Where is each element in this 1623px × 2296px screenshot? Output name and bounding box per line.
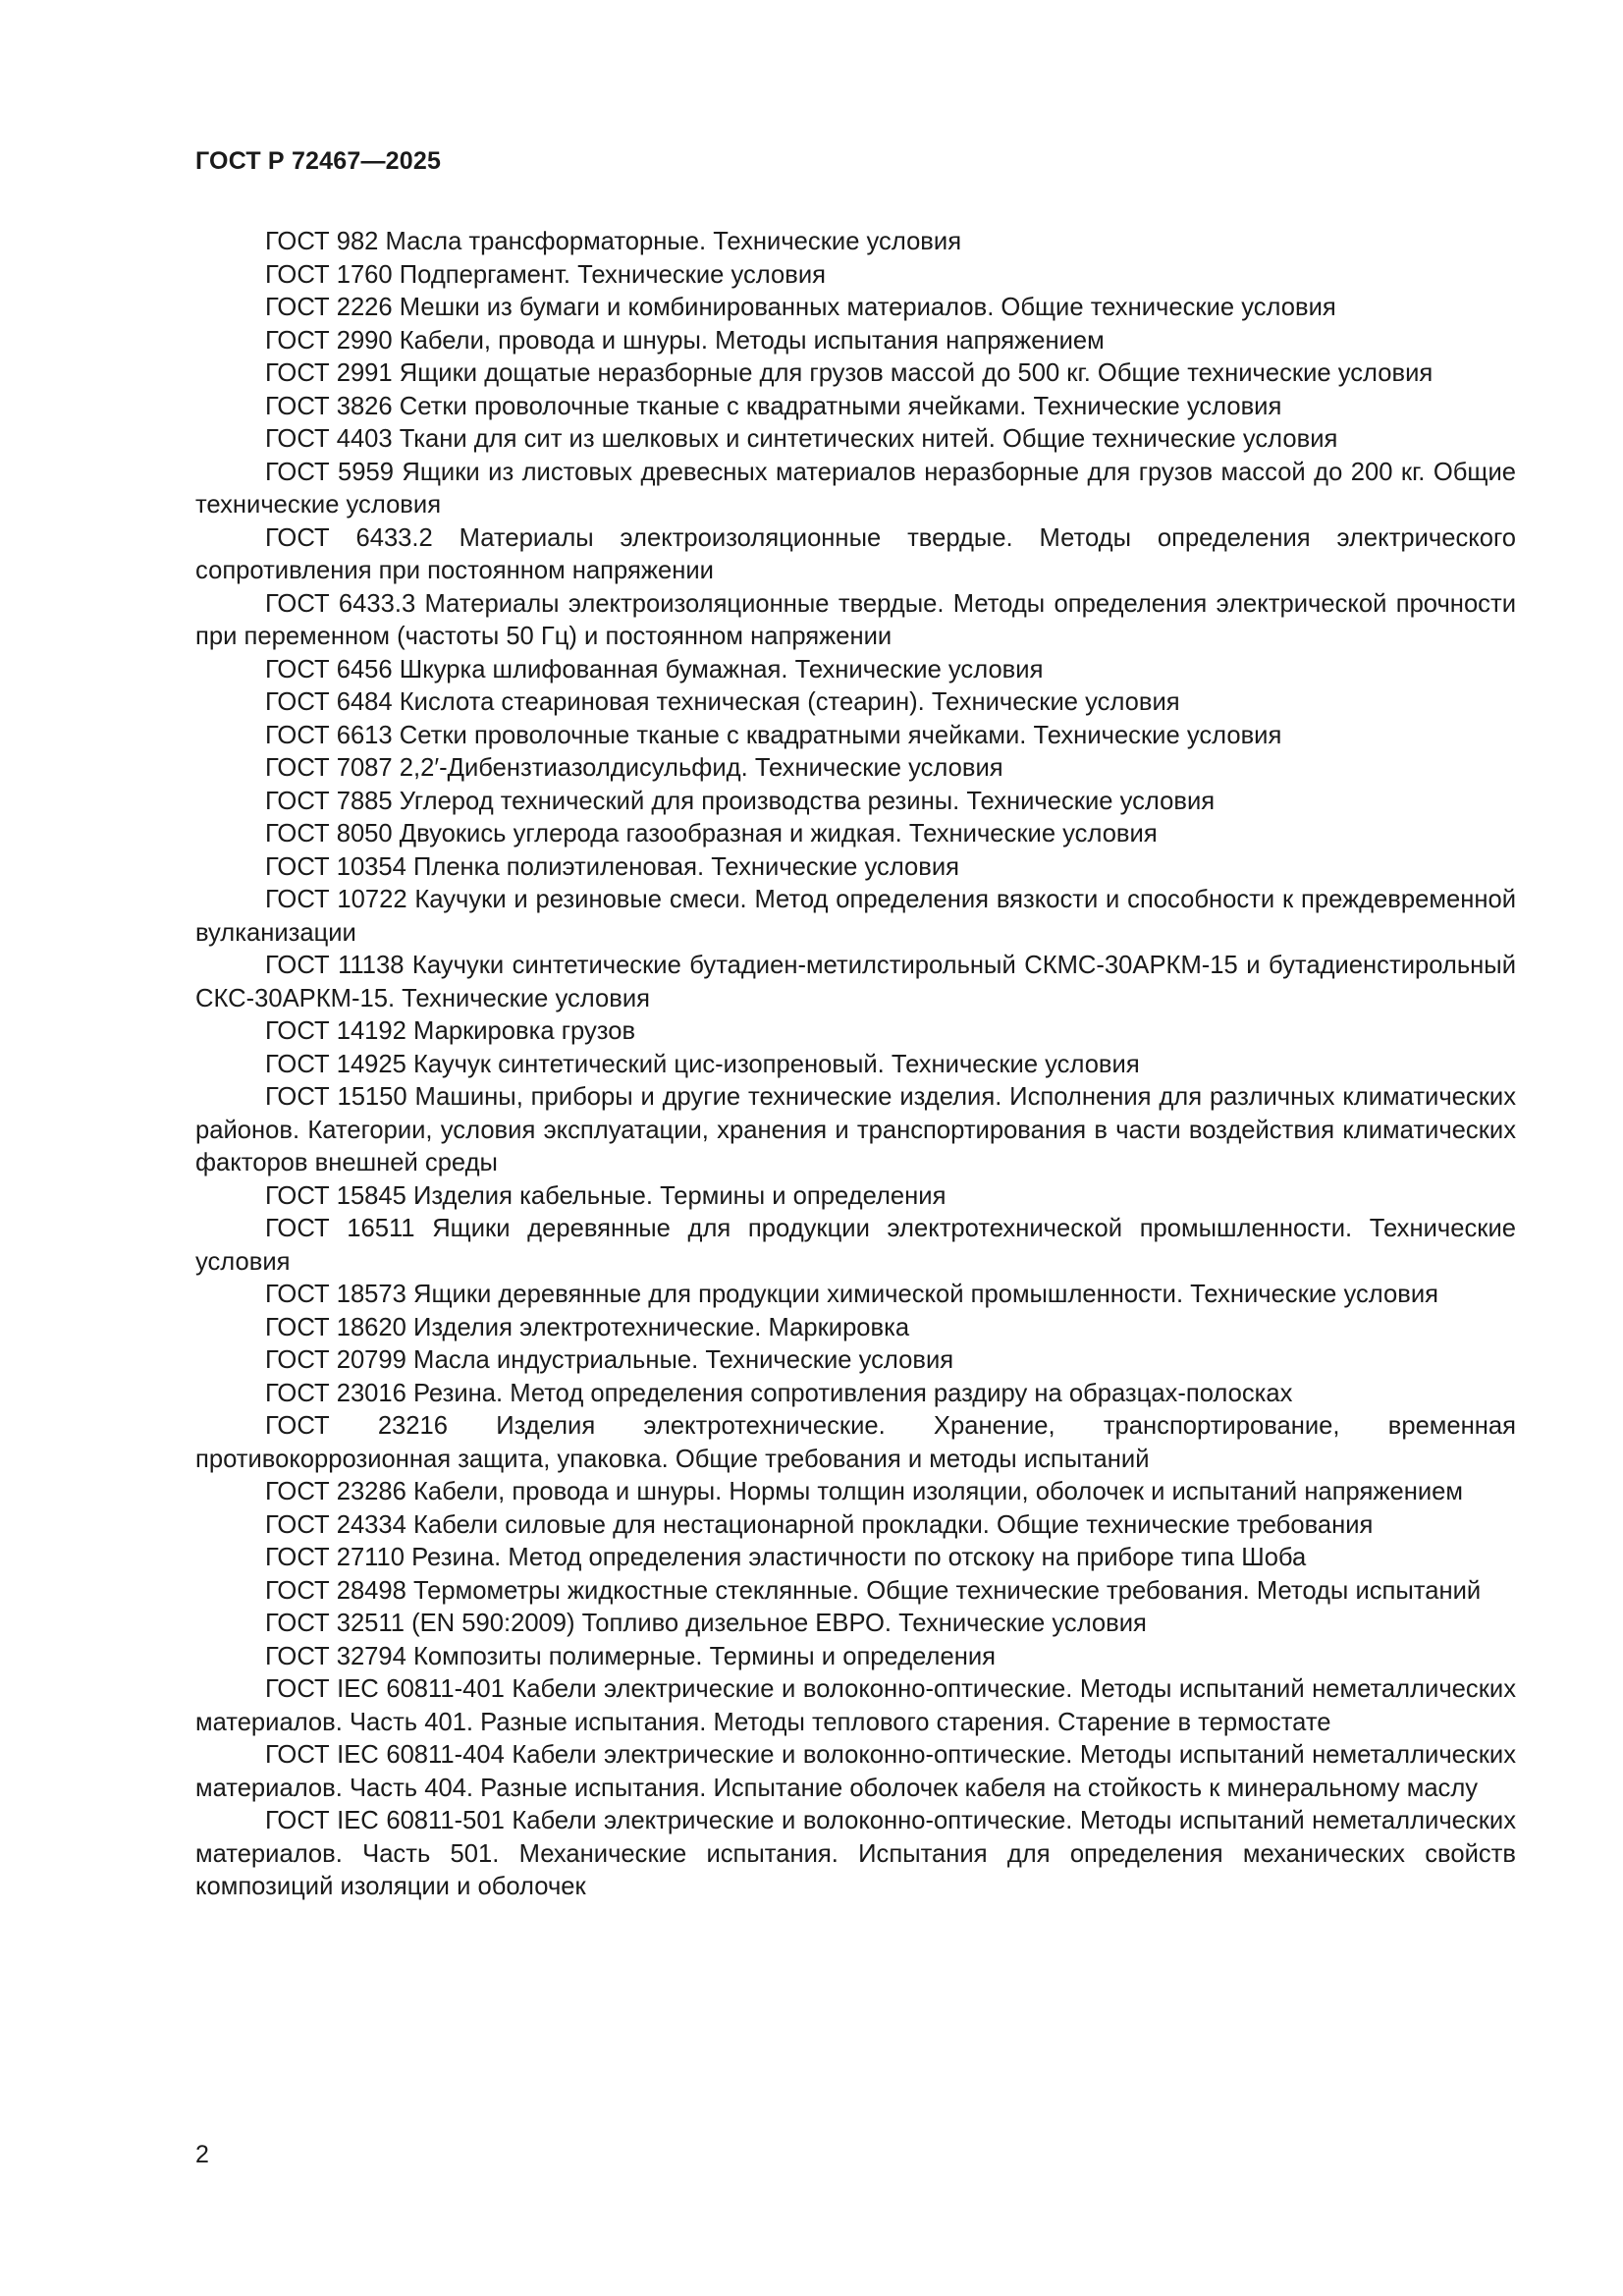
reference-entry: ГОСТ 15845 Изделия кабельные. Термины и определения <box>265 1181 947 1210</box>
reference-entry: ГОСТ 7087 2,2′-Дибензтиазолдисульфид. Технические условия <box>265 754 1003 782</box>
reference-entry: ГОСТ 5959 Ящики из листовых древесных материалов неразборные для грузов массой до 200 кг. Общие технические условия <box>195 458 1516 519</box>
reference-entry: ГОСТ 11138 Каучуки синтетические бутадиен-метилстирольный СКМС-30АРКМ-15 и бутадиенстирольный СКС-30АРКМ-15. Технические условия <box>195 952 1516 1012</box>
reference-entry: ГОСТ 7885 Углерод технический для производства резины. Технические условия <box>265 787 1216 815</box>
reference-entry: ГОСТ 982 Масла трансформаторные. Технические условия <box>265 228 962 255</box>
reference-entry: ГОСТ 6433.2 Материалы электроизоляционные твердые. Методы определения электрического сопротивления при постоянном напряжении <box>195 523 1516 584</box>
reference-entry: ГОСТ 28498 Термометры жидкостные стеклянные. Общие технические требования. Методы испытаний <box>265 1576 1482 1605</box>
reference-entry: ГОСТ 32794 Композиты полимерные. Термины и определения <box>265 1642 996 1670</box>
reference-entry: ГОСТ 23216 Изделия электротехнические. Хранение, транспортирование, временная противокоррозионная защита, упаковка. Общие требования и методы испытаний <box>195 1412 1516 1473</box>
reference-entry: ГОСТ 2226 Мешки из бумаги и комбинированных материалов. Общие технические условия <box>265 294 1336 321</box>
standard-designation: ГОСТ Р 72467—2025 <box>195 147 442 175</box>
reference-entry: ГОСТ 15150 Машины, приборы и другие технические изделия. Исполнения для различных климатических районов. Категории, условия эксплуатации, хранения и транспортирования в части воздействия климатических факторов внешней среды <box>195 1083 1516 1176</box>
reference-entry: ГОСТ 10722 Каучуки и резиновые смеси. Метод определения вязкости и способности к преждевременной вулканизации <box>195 886 1516 947</box>
reference-entry: ГОСТ 6613 Сетки проволочные тканые с квадратными ячейками. Технические условия <box>265 721 1282 749</box>
reference-entry: ГОСТ 10354 Пленка полиэтиленовая. Технические условия <box>265 852 960 881</box>
reference-entry: ГОСТ 16511 Ящики деревянные для продукции электротехнической промышленности. Технические условия <box>195 1215 1516 1276</box>
reference-entry: ГОСТ 24334 Кабели силовые для нестационарной прокладки. Общие технические требования <box>265 1510 1374 1539</box>
reference-entry: ГОСТ 20799 Масла индустриальные. Технические условия <box>265 1346 954 1374</box>
reference-entry: ГОСТ 32511 (EN 590:2009) Топливо дизельное ЕВРО. Технические условия <box>265 1610 1147 1637</box>
reference-entry: ГОСТ 3826 Сетки проволочные тканые с квадратными ячейками. Технические условия <box>265 392 1282 420</box>
reference-entry: ГОСТ 14192 Маркировка грузов <box>265 1017 636 1045</box>
reference-entry: ГОСТ 18620 Изделия электротехнические. Маркировка <box>265 1313 910 1341</box>
reference-entry: ГОСТ 4403 Ткани для сит из шелковых и синтетических нитей. Общие технические условия <box>265 425 1338 453</box>
reference-entry: ГОСТ 6484 Кислота стеариновая техническая (стеарин). Технические условия <box>265 688 1180 716</box>
reference-entry: ГОСТ IEC 60811-404 Кабели электрические и волоконно-оптические. Методы испытаний неметаллических материалов. Часть 404. Разные испытания. Испытание оболочек кабеля на стойкость к минеральному маслу <box>195 1741 1516 1802</box>
normative-references-list <box>195 226 1516 1904</box>
reference-entry: ГОСТ 18573 Ящики деревянные для продукции химической промышленности. Технические условия <box>265 1281 1438 1308</box>
reference-entry: ГОСТ 23286 Кабели, провода и шнуры. Нормы толщин изоляции, оболочек и испытаний напряжением <box>265 1478 1463 1505</box>
reference-entry: ГОСТ 8050 Двуокись углерода газообразная и жидкая. Технические условия <box>265 820 1158 847</box>
page-number: 2 <box>195 2141 209 2168</box>
reference-entry: ГОСТ 23016 Резина. Метод определения сопротивления раздиру на образцах-полосках <box>265 1379 1293 1407</box>
reference-entry: ГОСТ 2990 Кабели, провода и шнуры. Методы испытания напряжением <box>265 326 1105 355</box>
reference-entry: ГОСТ 2991 Ящики дощатые неразборные для грузов массой до 500 кг. Общие технические условия <box>265 359 1434 387</box>
reference-entry: ГОСТ IEC 60811-401 Кабели электрические и волоконно-оптические. Методы испытаний неметаллических материалов. Часть 401. Разные испытания. Методы теплового старения. Старение в термостате <box>195 1675 1516 1736</box>
reference-entry: ГОСТ 1760 Подпергамент. Технические условия <box>265 260 826 289</box>
reference-entry: ГОСТ 14925 Каучук синтетический цис-изопреновый. Технические условия <box>265 1050 1140 1078</box>
reference-entry: ГОСТ 6433.3 Материалы электроизоляционные твердые. Методы определения электрической прочности при переменном (частоты 50 Гц) и постоянном напряжении <box>195 589 1516 650</box>
reference-entry: ГОСТ 27110 Резина. Метод определения эластичности по отскоку на приборе типа Шоба <box>265 1544 1307 1571</box>
reference-entry: ГОСТ 6456 Шкурка шлифованная бумажная. Технические условия <box>265 655 1044 683</box>
reference-entry: ГОСТ IEC 60811-501 Кабели электрические и волоконно-оптические. Методы испытаний неметаллических материалов. Часть 501. Механические испытания. Испытания для определения механических свойств композиций изоляции и оболочек <box>195 1807 1516 1900</box>
